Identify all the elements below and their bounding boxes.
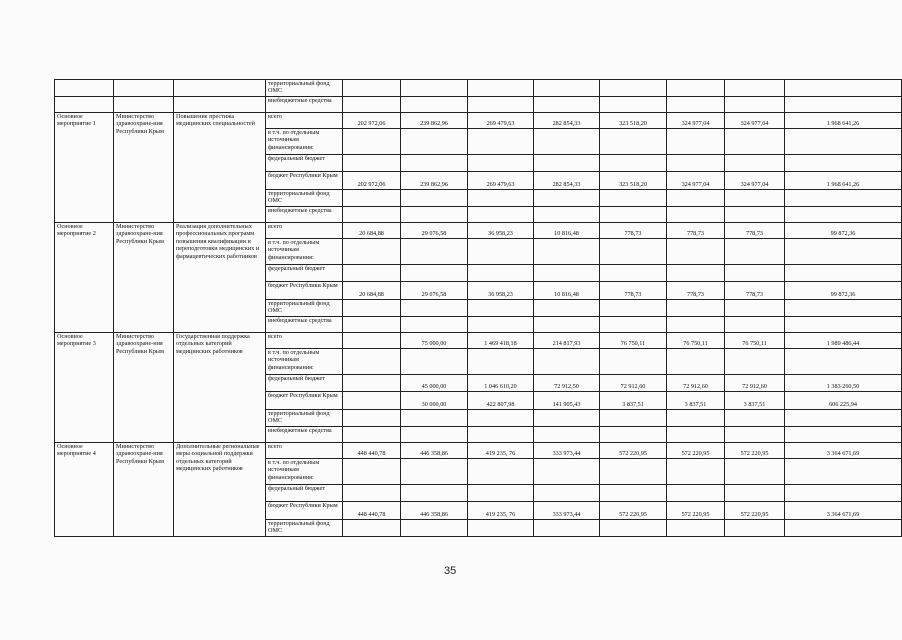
value-cell bbox=[600, 520, 667, 537]
value-cell: 99 872,36 bbox=[785, 223, 902, 239]
value-cell: 3 837,51 bbox=[600, 392, 667, 410]
value-cell bbox=[534, 317, 600, 333]
value-cell: 572 220,95 bbox=[725, 443, 785, 459]
value-cell bbox=[468, 427, 534, 443]
value-cell: 269 479,63 bbox=[468, 172, 534, 190]
value-cell: 239 862,96 bbox=[401, 113, 468, 129]
value-cell bbox=[725, 80, 785, 97]
value-cell: 1 383 260,50 bbox=[785, 375, 902, 392]
value-cell bbox=[785, 459, 902, 485]
value-cell bbox=[401, 317, 468, 333]
value-cell: 72 912,60 bbox=[725, 375, 785, 392]
value-cell: 778,73 bbox=[600, 223, 667, 239]
value-cell bbox=[785, 190, 902, 207]
value-cell: 202 972,06 bbox=[343, 172, 401, 190]
value-cell bbox=[785, 317, 902, 333]
value-cell bbox=[468, 485, 534, 502]
value-cell bbox=[343, 190, 401, 207]
value-cell bbox=[401, 349, 468, 375]
funding-source-cell: территориальный фонд ОМС bbox=[266, 190, 343, 207]
value-cell bbox=[600, 349, 667, 375]
value-cell: 269 479,63 bbox=[468, 113, 534, 129]
value-cell bbox=[468, 410, 534, 427]
value-cell bbox=[343, 97, 401, 113]
value-cell bbox=[401, 239, 468, 265]
value-cell bbox=[600, 207, 667, 223]
funding-source-cell: внебюджетные средства bbox=[266, 207, 343, 223]
funding-source-cell: территориальный фонд ОМС bbox=[266, 520, 343, 537]
funding-source-cell: федеральный бюджет bbox=[266, 485, 343, 502]
value-cell bbox=[534, 410, 600, 427]
value-cell: 422 807,98 bbox=[468, 392, 534, 410]
activity-name-cell: Дополнительные региональные меры социальной поддержки отдельных категорий медицинских работников bbox=[174, 443, 266, 537]
value-cell bbox=[600, 190, 667, 207]
value-cell: 76 750,11 bbox=[667, 333, 725, 349]
value-cell: 282 854,33 bbox=[534, 172, 600, 190]
value-cell bbox=[600, 300, 667, 317]
table-row bbox=[55, 97, 902, 113]
value-cell: 1 989 486,44 bbox=[785, 333, 902, 349]
value-cell: 1 469 418,18 bbox=[468, 333, 534, 349]
value-cell bbox=[600, 317, 667, 333]
value-cell: 99 872,36 bbox=[785, 282, 902, 300]
table-row bbox=[55, 113, 902, 129]
funding-source-cell: федеральный бюджет bbox=[266, 375, 343, 392]
value-cell bbox=[785, 349, 902, 375]
value-cell bbox=[667, 80, 725, 97]
empty-cell bbox=[55, 80, 114, 97]
value-cell bbox=[534, 459, 600, 485]
value-cell bbox=[343, 265, 401, 282]
value-cell bbox=[343, 349, 401, 375]
value-cell: 10 816,48 bbox=[534, 282, 600, 300]
funding-source-cell: внебюджетные средства bbox=[266, 317, 343, 333]
empty-cell bbox=[55, 97, 114, 113]
value-cell bbox=[534, 485, 600, 502]
value-cell bbox=[725, 155, 785, 172]
value-cell bbox=[468, 129, 534, 155]
value-cell bbox=[401, 410, 468, 427]
value-cell bbox=[401, 459, 468, 485]
table-row bbox=[55, 333, 902, 349]
funding-source-cell: в т.ч. по отдельным источникам финансирования: bbox=[266, 129, 343, 155]
table-row bbox=[55, 443, 902, 459]
value-cell: 1 046 610,20 bbox=[468, 375, 534, 392]
value-cell bbox=[725, 300, 785, 317]
value-cell bbox=[785, 207, 902, 223]
value-cell: 778,73 bbox=[725, 282, 785, 300]
value-cell: 3 364 671,69 bbox=[785, 443, 902, 459]
value-cell bbox=[401, 520, 468, 537]
activity-name-cell: Государственная поддержка отдельных категорий медицинских работников bbox=[174, 333, 266, 443]
value-cell: 778,73 bbox=[667, 282, 725, 300]
value-cell bbox=[725, 349, 785, 375]
funding-source-cell: федеральный бюджет bbox=[266, 265, 343, 282]
value-cell bbox=[667, 207, 725, 223]
funding-table bbox=[54, 79, 902, 537]
value-cell bbox=[725, 427, 785, 443]
value-cell bbox=[725, 265, 785, 282]
value-cell bbox=[534, 207, 600, 223]
value-cell bbox=[600, 265, 667, 282]
value-cell bbox=[534, 129, 600, 155]
value-cell: 76 750,11 bbox=[725, 333, 785, 349]
value-cell bbox=[667, 459, 725, 485]
value-cell bbox=[534, 520, 600, 537]
value-cell: 323 518,20 bbox=[600, 113, 667, 129]
value-cell: 419 235, 76 bbox=[468, 502, 534, 520]
value-cell bbox=[725, 190, 785, 207]
value-cell: 72 912,50 bbox=[534, 375, 600, 392]
value-cell bbox=[468, 80, 534, 97]
value-cell bbox=[343, 155, 401, 172]
value-cell: 606 225,94 bbox=[785, 392, 902, 410]
value-cell bbox=[343, 520, 401, 537]
empty-cell bbox=[174, 97, 266, 113]
value-cell bbox=[667, 155, 725, 172]
value-cell bbox=[667, 97, 725, 113]
activity-name-cell: Повышение престижа медицинских специальностей bbox=[174, 113, 266, 223]
executor-cell: Министерство здравоохране-ния Республики Крым bbox=[114, 113, 174, 223]
value-cell: 324 977,04 bbox=[725, 172, 785, 190]
funding-source-cell: всего bbox=[266, 333, 343, 349]
value-cell bbox=[343, 485, 401, 502]
value-cell bbox=[534, 80, 600, 97]
value-cell bbox=[468, 317, 534, 333]
funding-source-cell: территориальный фонд ОМС bbox=[266, 80, 343, 97]
value-cell: 446 358,86 bbox=[401, 443, 468, 459]
value-cell bbox=[534, 239, 600, 265]
value-cell bbox=[343, 207, 401, 223]
value-cell bbox=[600, 485, 667, 502]
table-row bbox=[55, 223, 902, 239]
table-row bbox=[55, 80, 902, 97]
value-cell: 572 220,95 bbox=[725, 502, 785, 520]
value-cell bbox=[725, 207, 785, 223]
empty-cell bbox=[114, 80, 174, 97]
value-cell: 448 440,78 bbox=[343, 443, 401, 459]
value-cell: 141 905,43 bbox=[534, 392, 600, 410]
value-cell bbox=[667, 427, 725, 443]
value-cell bbox=[667, 317, 725, 333]
value-cell: 45 000,00 bbox=[401, 375, 468, 392]
funding-source-cell: бюджет Республики Крым bbox=[266, 282, 343, 300]
activity-cell: Основное мероприятие 2 bbox=[55, 223, 114, 333]
value-cell bbox=[343, 300, 401, 317]
funding-source-cell: внебюджетные средства bbox=[266, 427, 343, 443]
value-cell bbox=[725, 239, 785, 265]
value-cell bbox=[785, 97, 902, 113]
funding-source-cell: в т.ч. по отдельным источникам финансирования: bbox=[266, 239, 343, 265]
value-cell: 324 977,04 bbox=[725, 113, 785, 129]
executor-cell: Министерство здравоохране-ния Республики Крым bbox=[114, 333, 174, 443]
value-cell bbox=[667, 410, 725, 427]
value-cell bbox=[343, 410, 401, 427]
value-cell: 572 220,95 bbox=[667, 443, 725, 459]
value-cell bbox=[534, 190, 600, 207]
value-cell bbox=[600, 80, 667, 97]
empty-cell bbox=[174, 80, 266, 97]
funding-source-cell: в т.ч. по отдельным источникам финансирования: bbox=[266, 459, 343, 485]
value-cell: 572 220,95 bbox=[600, 443, 667, 459]
activity-cell: Основное мероприятие 4 bbox=[55, 443, 114, 537]
value-cell bbox=[468, 207, 534, 223]
value-cell bbox=[468, 155, 534, 172]
funding-source-cell: федеральный бюджет bbox=[266, 155, 343, 172]
value-cell bbox=[725, 459, 785, 485]
value-cell: 3 364 671,69 bbox=[785, 502, 902, 520]
value-cell bbox=[725, 410, 785, 427]
funding-source-cell: всего bbox=[266, 223, 343, 239]
value-cell: 239 862,96 bbox=[401, 172, 468, 190]
value-cell bbox=[401, 427, 468, 443]
value-cell bbox=[468, 97, 534, 113]
value-cell bbox=[343, 375, 401, 392]
value-cell bbox=[600, 155, 667, 172]
value-cell bbox=[667, 485, 725, 502]
value-cell bbox=[667, 129, 725, 155]
value-cell bbox=[785, 427, 902, 443]
value-cell: 214 817,93 bbox=[534, 333, 600, 349]
value-cell: 778,73 bbox=[667, 223, 725, 239]
value-cell: 778,73 bbox=[725, 223, 785, 239]
value-cell: 20 684,88 bbox=[343, 223, 401, 239]
value-cell bbox=[343, 459, 401, 485]
value-cell: 419 235, 76 bbox=[468, 443, 534, 459]
value-cell bbox=[785, 520, 902, 537]
funding-source-cell: бюджет Республики Крым bbox=[266, 392, 343, 410]
value-cell bbox=[725, 317, 785, 333]
page-number: 35 bbox=[444, 565, 457, 577]
value-cell: 333 973,44 bbox=[534, 502, 600, 520]
value-cell bbox=[468, 459, 534, 485]
value-cell bbox=[343, 333, 401, 349]
value-cell bbox=[667, 349, 725, 375]
value-cell bbox=[343, 239, 401, 265]
value-cell bbox=[401, 80, 468, 97]
value-cell: 29 076,58 bbox=[401, 223, 468, 239]
activity-cell: Основное мероприятие 1 bbox=[55, 113, 114, 223]
value-cell bbox=[468, 300, 534, 317]
empty-cell bbox=[114, 97, 174, 113]
value-cell bbox=[600, 410, 667, 427]
funding-source-cell: бюджет Республики Крым bbox=[266, 502, 343, 520]
value-cell bbox=[401, 207, 468, 223]
value-cell bbox=[468, 349, 534, 375]
funding-source-cell: в т.ч. по отдельным источникам финансирования: bbox=[266, 349, 343, 375]
value-cell bbox=[600, 97, 667, 113]
value-cell bbox=[600, 239, 667, 265]
value-cell bbox=[600, 129, 667, 155]
value-cell bbox=[468, 520, 534, 537]
value-cell: 323 518,20 bbox=[600, 172, 667, 190]
funding-source-cell: бюджет Республики Крым bbox=[266, 172, 343, 190]
value-cell bbox=[667, 265, 725, 282]
funding-source-cell: внебюджетные средства bbox=[266, 97, 343, 113]
activity-name-cell: Реализация дополнительных профессиональных программ повышения квалификации и переподготовки медицинских и фармацевтических работников bbox=[174, 223, 266, 333]
value-cell: 76 750,11 bbox=[600, 333, 667, 349]
value-cell bbox=[343, 129, 401, 155]
value-cell: 75 000,00 bbox=[401, 333, 468, 349]
value-cell bbox=[667, 300, 725, 317]
value-cell bbox=[725, 485, 785, 502]
value-cell bbox=[785, 265, 902, 282]
funding-source-cell: всего bbox=[266, 113, 343, 129]
value-cell bbox=[785, 129, 902, 155]
value-cell: 10 816,48 bbox=[534, 223, 600, 239]
value-cell bbox=[534, 265, 600, 282]
value-cell: 20 684,88 bbox=[343, 282, 401, 300]
value-cell bbox=[534, 349, 600, 375]
value-cell: 3 837,51 bbox=[725, 392, 785, 410]
value-cell bbox=[401, 190, 468, 207]
value-cell bbox=[785, 155, 902, 172]
value-cell: 1 968 641,26 bbox=[785, 113, 902, 129]
activity-cell: Основное мероприятие 3 bbox=[55, 333, 114, 443]
value-cell bbox=[401, 97, 468, 113]
value-cell bbox=[401, 155, 468, 172]
value-cell: 72 912,60 bbox=[600, 375, 667, 392]
value-cell: 202 972,06 bbox=[343, 113, 401, 129]
executor-cell: Министерство здравоохране-ния Республики Крым bbox=[114, 443, 174, 537]
value-cell bbox=[401, 265, 468, 282]
value-cell: 72 912,60 bbox=[667, 375, 725, 392]
value-cell bbox=[468, 239, 534, 265]
funding-source-cell: всего bbox=[266, 443, 343, 459]
value-cell bbox=[343, 317, 401, 333]
value-cell: 333 973,44 bbox=[534, 443, 600, 459]
funding-source-cell: территориальный фонд ОМС bbox=[266, 300, 343, 317]
value-cell: 3 837,51 bbox=[667, 392, 725, 410]
executor-cell: Министерство здравоохране-ния Республики Крым bbox=[114, 223, 174, 333]
value-cell: 324 977,04 bbox=[667, 113, 725, 129]
value-cell bbox=[468, 190, 534, 207]
value-cell bbox=[667, 520, 725, 537]
value-cell: 324 977,04 bbox=[667, 172, 725, 190]
value-cell bbox=[667, 239, 725, 265]
value-cell bbox=[401, 485, 468, 502]
value-cell: 1 968 641,26 bbox=[785, 172, 902, 190]
value-cell bbox=[725, 129, 785, 155]
value-cell bbox=[401, 300, 468, 317]
value-cell bbox=[468, 265, 534, 282]
value-cell: 448 440,78 bbox=[343, 502, 401, 520]
value-cell bbox=[725, 97, 785, 113]
value-cell: 572 220,95 bbox=[600, 502, 667, 520]
value-cell: 36 958,23 bbox=[468, 282, 534, 300]
value-cell bbox=[667, 190, 725, 207]
value-cell bbox=[785, 410, 902, 427]
value-cell bbox=[785, 300, 902, 317]
value-cell bbox=[534, 155, 600, 172]
value-cell: 282 854,33 bbox=[534, 113, 600, 129]
value-cell bbox=[600, 427, 667, 443]
value-cell bbox=[343, 392, 401, 410]
value-cell bbox=[401, 129, 468, 155]
value-cell bbox=[785, 485, 902, 502]
value-cell: 778,73 bbox=[600, 282, 667, 300]
value-cell bbox=[534, 300, 600, 317]
value-cell bbox=[785, 239, 902, 265]
value-cell bbox=[343, 427, 401, 443]
value-cell: 36 958,23 bbox=[468, 223, 534, 239]
value-cell bbox=[785, 80, 902, 97]
value-cell bbox=[534, 427, 600, 443]
value-cell: 572 220,95 bbox=[667, 502, 725, 520]
value-cell: 29 076,58 bbox=[401, 282, 468, 300]
value-cell bbox=[725, 520, 785, 537]
value-cell bbox=[600, 459, 667, 485]
value-cell: 30 000,00 bbox=[401, 392, 468, 410]
value-cell: 446 358,86 bbox=[401, 502, 468, 520]
value-cell bbox=[343, 80, 401, 97]
value-cell bbox=[534, 97, 600, 113]
funding-source-cell: территориальный фонд ОМС bbox=[266, 410, 343, 427]
